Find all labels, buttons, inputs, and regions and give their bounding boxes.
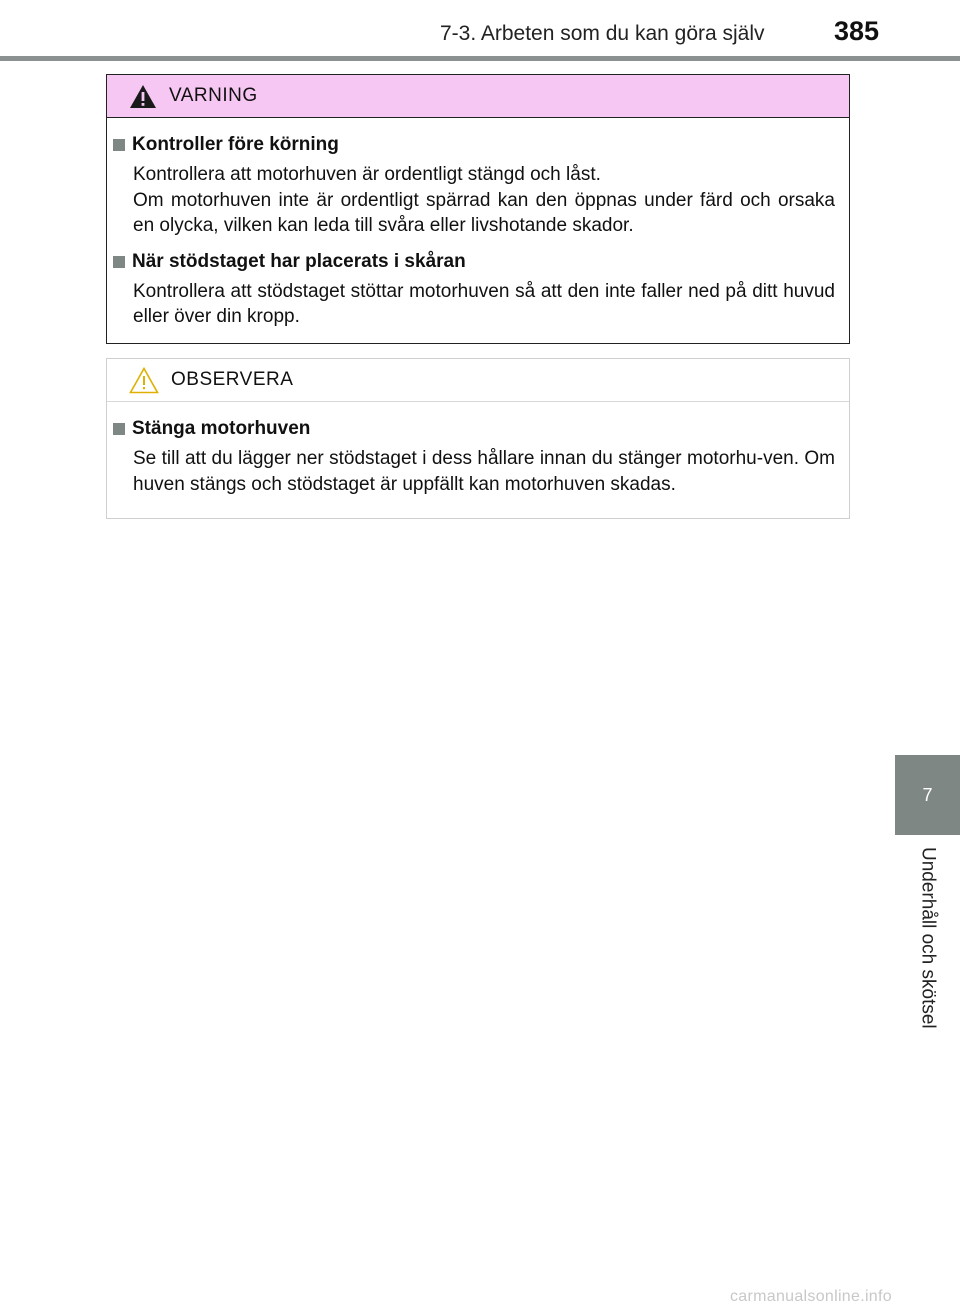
warning-paragraph: Kontrollera att stödstaget stöttar motorhuven så att den inte faller ned på ditt huvud eller över din kropp. xyxy=(133,280,835,327)
header-divider xyxy=(0,56,960,61)
section-title: 7-3. Arbeten som du kan göra själv xyxy=(440,22,765,45)
square-bullet-icon xyxy=(113,139,125,151)
square-bullet-icon xyxy=(113,256,125,268)
warning-item-text xyxy=(113,279,835,330)
notice-box xyxy=(106,358,850,519)
warning-item-title xyxy=(113,134,835,156)
warning-heading: VARNING xyxy=(169,85,258,106)
warning-item-text xyxy=(113,162,835,239)
chapter-number: 7 xyxy=(922,784,933,805)
page-number: 385 xyxy=(834,16,880,46)
warning-triangle-icon xyxy=(129,84,157,109)
notice-item-text xyxy=(113,446,835,497)
warning-paragraph: Om motorhuven inte är ordentligt spärrad kan den öppnas under färd och orsaka en olycka, vilken kan leda till svåra eller livshotande skador. xyxy=(133,189,835,236)
warning-item-title xyxy=(113,251,835,273)
warning-body xyxy=(107,118,849,330)
warning-box xyxy=(106,74,850,344)
square-bullet-icon xyxy=(113,423,125,435)
notice-paragraph: Se till att du lägger ner stödstaget i dess hållare innan du stänger motorhu-ven. Om huven stängs och stödstaget är uppfällt kan motorhuven skadas. xyxy=(133,448,835,495)
caution-triangle-icon xyxy=(129,367,159,394)
warning-paragraph: Kontrollera att motorhuven är ordentligt stängd och låst. xyxy=(133,164,601,185)
chapter-title: Underhåll och skötsel xyxy=(917,847,939,1029)
warning-item-title-text: Kontroller före körning xyxy=(132,134,339,155)
notice-item-title xyxy=(113,418,835,440)
warning-item-title-text: När stödstaget har placerats i skåran xyxy=(132,250,466,272)
watermark: carmanualsonline.info xyxy=(730,1288,892,1305)
warning-header xyxy=(107,75,849,118)
chapter-title-strip xyxy=(895,835,960,1045)
notice-header xyxy=(107,359,849,402)
notice-body xyxy=(107,402,849,497)
chapter-tab xyxy=(895,755,960,835)
notice-item-title-text: Stänga motorhuven xyxy=(132,418,311,439)
notice-heading: OBSERVERA xyxy=(171,369,294,390)
